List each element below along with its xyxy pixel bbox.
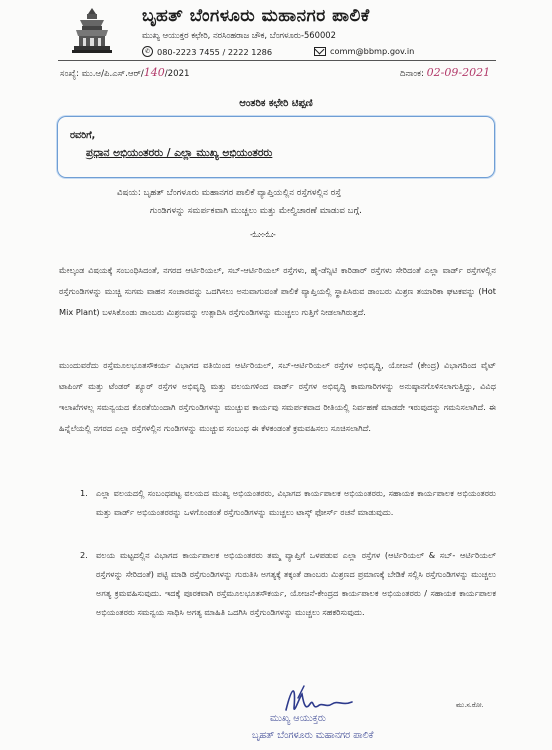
reference-handwritten-number: 140 [143,66,165,79]
signatory-organization: ಬೃಹತ್ ಬೆಂಗಳೂರು ಮಹಾನಗರ ಪಾಲಿಕೆ [252,730,374,741]
memo-heading: ಆಂತರಿಕ ಕಛೇರಿ ಟಿಪ್ಪಣಿ [239,98,313,109]
email-icon [314,47,326,56]
org-address: ಮುಖ್ಯ ಆಯುಕ್ತರ ಕಛೇರಿ, ನರಸಿಂಹರಾಜ ಚೌಕ, ಬೆಂಗಳೂರು-560002 [142,30,336,40]
addressee-to: ರವರಿಗೆ, [70,130,96,141]
subject-line-2: ಗುಂಡಿಗಳನ್ನು ಸಮರ್ಪಕವಾಗಿ ಮುಚ್ಚಲು ಮತ್ತು ಮೇಲ್ವಿಚಾರಣೆ ಮಾಡುವ ಬಗ್ಗೆ. [150,206,362,216]
subject-divider: -:ಓ:-:-:ಓ:- [250,230,275,239]
email-address[interactable]: comm@bbmp.gov.in [330,46,415,56]
email-row [314,46,414,56]
list-item-number: 1. [80,488,88,498]
phone-number: 080-2223 7455 / 2222 1286 [157,46,273,57]
initials-note: ಮು.ಸ.ರೋ. [456,701,484,709]
list-item-text: ಎಲ್ಲಾ ವಲಯದಲ್ಲಿ ಸಂಬಂಧಪಟ್ಟ ವಲಯದ ಮುಖ್ಯ ಅಭಿಯಂತರರು, ವಿಭಾಗದ ಕಾರ್ಯಪಾಲಕ ಅಭಿಯಂತರರು, ಸಹಾಯಕ ಕಾರ್ಯಪಾಲಕ ಅಭಿಯಂತರರು ಮತ್ತು ವಾರ್ಡ್ ಅಭಿಯಂತರರನ್ನು ಒಳಗೊಂಡಂತೆ ರಸ್ತೆಗುಂಡಿಗಳನ್ನು ಮುಚ್ಚಲು ಟಾಸ್ಕ್ ಫೋರ್ಸ್ ರಚನೆ ಮಾಡುವುದು. [96,488,496,517]
bbmp-emblem-icon [70,6,114,54]
subject-line-1: ವಿಷಯ: ಬೃಹತ್ ಬೆಂಗಳೂರು ಮಹಾನಗರ ಪಾಲಿಕೆ ವ್ಯಾಪ್ತಿಯಲ್ಲಿನ ರಸ್ತೆಗಳಲ್ಲಿನ ರಸ್ತೆ [117,188,342,198]
date-label: ದಿನಾಂಕ: [400,69,424,79]
list-item [80,484,496,522]
list-item-number: 2. [80,550,88,560]
list-item [80,546,496,622]
body-paragraph-1: ಮೇಲ್ಕಂಡ ವಿಷಯಕ್ಕೆ ಸಂಬಂಧಿಸಿದಂತೆ, ನಗರದ ಆರ್ಟಿರಿಯಲ್, ಸಬ್-ಆರ್ಟಿರಿಯಲ್ ರಸ್ತೆಗಳು, ಹೈ-ಡೆನ್ಸಿಟಿ ಕಾರಿಡಾರ್ ರಸ್ತೆಗಳು ಸೇರಿದಂತೆ ಎಲ್ಲಾ ವಾರ್ಡ್ ರಸ್ತೆಗಳಲ್ಲಿನ ರಸ್ತೆಗುಂಡಿಗಳನ್ನು ಮುಚ್ಚಿ ಸುಗಮ ವಾಹನ ಸಂಚಾರವನ್ನು ಒದಗಿಸಲು ಅನುವಾಗುವಂತೆ ಪಾಲಿಕೆ ವ್ಯಾಪ್ತಿಯಲ್ಲಿ ಸ್ಥಾಪಿಸಿರುವ ಡಾಂಬರು ಮಿಶ್ರಣ ತಯಾರಿಕಾ ಘಟಕವನ್ನು (Hot Mix Plant) ಬಳಸಿಕೊಂಡು ಡಾಂಬರು ಮಿಶ್ರಣವನ್ನು ಉತ್ಪಾದಿಸಿ ರಸ್ತೆಗುಂಡಿಗಳನ್ನು ಮುಚ್ಚಲು ಗುತ್ತಿಗೆ ನೀಡಲಾಗಿರುತ್ತದೆ. [59,265,496,317]
signatory-title: ಮುಖ್ಯ ಆಯುಕ್ತರು [270,713,326,724]
phone-row [142,46,272,57]
date-line [400,66,490,79]
reference-number: ಸಂಖ್ಯೆ: ಮು.ಆ/ಪಿ.ಎಸ್.ಆರ್/140/2021 [60,66,190,79]
body-paragraph-2: ಮುಂದುವರೆದು ರಸ್ತೆಮೂಲಭೂತಸೌಕರ್ಯ ವಿಭಾಗದ ವತಿಯಿಂದ ಆರ್ಟಿರಿಯಲ್, ಸಬ್-ಆರ್ಟಿರಿಯಲ್ ರಸ್ತೆಗಳ ಅಭಿವೃದ್ಧಿ, ಯೋಜನೆ (ಕೇಂದ್ರ) ವಿಭಾಗದಿಂದ ವೈಟ್ ಟಾಪಿಂಗ್ ಮತ್ತು ಟೆಂಡರ್ ಶ್ಯೂರ್ ರಸ್ತೆಗಳ ಅಭಿವೃದ್ಧಿ ಮತ್ತು ವಲಯಗಳಿಂದ ವಾರ್ಡ್ ರಸ್ತೆಗಳ ಅಭಿವೃದ್ಧಿ ಕಾಮಗಾರಿಗಳನ್ನು ಅನುಷ್ಠಾನಗೊಳಿಸಲಾಗುತ್ತಿದ್ದು, ವಿವಿಧ ಇಲಾಖೆಗಳಲ್ಲ ಸಮನ್ವಯದ ಕೊರತೆಯಿಂದಾಗಿ ರಸ್ತೆಗುಂಡಿಗಳನ್ನು ಮುಚ್ಚುವ ಕಾರ್ಯವು ಸಮರ್ಪಕವಾದ ರೀತಿಯಲ್ಲಿ ನಿರ್ವಹಣೆ ಮಾಡದೇ ಇರುವುದನ್ನು ಗಮನಿಸಲಾಗಿದೆ. ಈ ಹಿನ್ನೆಲೆಯಲ್ಲಿ ನಗರದ ಎಲ್ಲಾ ರಸ್ತೆಗಳಲ್ಲಿನ ಗುಂಡಿಗಳನ್ನು ಮುಚ್ಚುವ ಸಂಬಂಧ ಈ ಕೆಳಕಂಡಂತೆ ಕ್ರಮವಹಿಸಲು ಸೂಚಿಸಲಾಗಿದೆ. [59,360,496,433]
header-divider [58,60,496,61]
org-name: ಬೃಹತ್ ಬೆಂಗಳೂರು ಮಹಾನಗರ ಪಾಲಿಕೆ [142,6,370,26]
date-value: 02-09-2021 [426,66,491,79]
phone-icon: ✆ [142,46,153,57]
addressee-name: ಪ್ರಧಾನ ಅಭಿಯಂತರರು / ಎಲ್ಲಾ ಮುಖ್ಯ ಅಭಿಯಂತರರು [86,147,273,159]
list-item-text: ವಲಯ ಮಟ್ಟದಲ್ಲಿನ ವಿಭಾಗದ ಕಾರ್ಯಪಾಲಕ ಅಭಿಯಂತರರು ತಮ್ಮ ವ್ಯಾಪ್ತಿಗೆ ಒಳಪಡುವ ಎಲ್ಲಾ ರಸ್ತೆಗಳ (ಆರ್ಟಿರಿಯಲ್ & ಸಬ್- ಆರ್ಟಿರಿಯಲ್ ರಸ್ತೆಗಳನ್ನು ಸೇರಿದಂತೆ) ಪಟ್ಟಿ ಮಾಡಿ ರಸ್ತೆಗುಂಡಿಗಳನ್ನು ಗುರುತಿಸಿ ಅಗತ್ಯಕ್ಕೆ ತಕ್ಕಂತೆ ಡಾಂಬರು ಮಿಶ್ರಣದ ಪ್ರಮಾಣಕ್ಕೆ ಬೇಡಿಕೆ ಸಲ್ಲಿಸಿ ರಸ್ತೆಗುಂಡಿಗಳನ್ನು ಮುಚ್ಚಲು ಅಗತ್ಯ ಕ್ರಮವಹಿಸುವುದು. ಇದಕ್ಕೆ ಪೂರಕವಾಗಿ ರಸ್ತೆಮೂಲಭೂತಸೌಕರ್ಯ, ಯೋಜನೆ-ಕೇಂದ್ರದ ಕಾರ್ಯಪಾಲಕ ಅಭಿಯಂತರರು / ಸಹಾಯಕ ಕಾರ್ಯಪಾಲಕ ಅಭಿಯಂತರರು ಸಮನ್ವಯ ಸಾಧಿಸಿ ಅಗತ್ಯ ಮಾಹಿತಿ ಒದಗಿಸಿ ರಸ್ತೆಗುಂಡಿಗಳನ್ನು ಮುಚ್ಚಲು ಸಹಕರಿಸುವುದು. [96,550,496,617]
